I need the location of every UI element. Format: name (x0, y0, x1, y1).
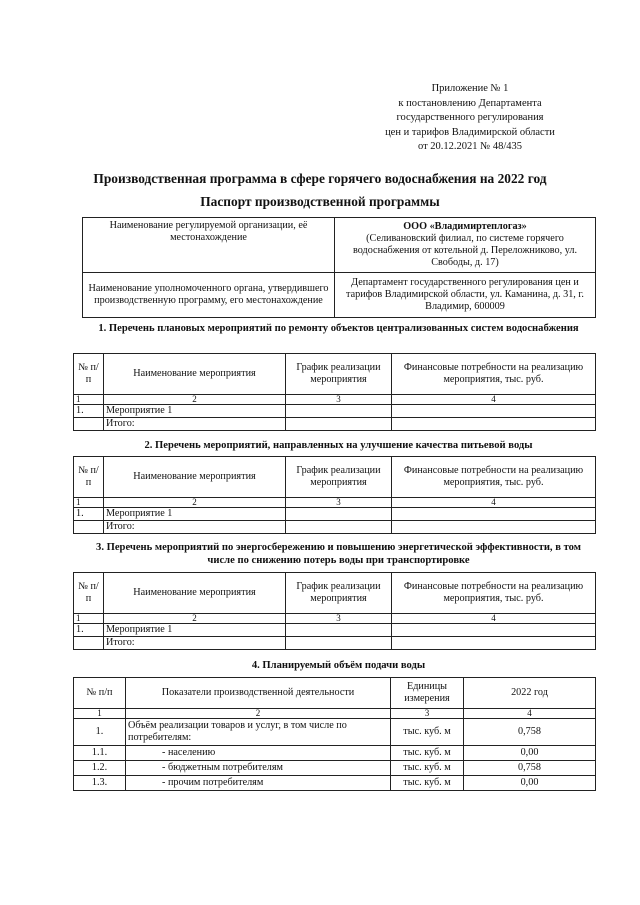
row-schedule (286, 405, 392, 418)
row-unit: тыс. куб. м (391, 719, 464, 746)
total-label: Итого: (104, 418, 286, 431)
row-unit: тыс. куб. м (391, 761, 464, 776)
column-number-row (74, 709, 596, 719)
header-cell: № п/п (74, 457, 104, 498)
appendix-line: к постановлению Департамента (398, 97, 542, 109)
column-number: 3 (286, 614, 392, 624)
column-number-row (74, 498, 596, 508)
section-2-title: 2. Перечень мероприятий, направленных на улучшение качества питьевой воды (144, 440, 533, 451)
header-cell: № п/п (74, 354, 104, 395)
table-row (74, 508, 596, 521)
row-indicator: - населению (126, 746, 391, 761)
header-cell: Финансовые потребности на реализацию мероприятия, тыс. руб. (392, 354, 596, 395)
column-number: 3 (286, 498, 392, 508)
appendix-line: цен и тарифов Владимирской области (385, 126, 555, 138)
row-number: 1. (74, 508, 104, 521)
row-number: 1.3. (74, 776, 126, 791)
document-subtitle: Паспорт производственной программы (200, 194, 440, 209)
header-cell: Единицы измерения (391, 678, 464, 709)
column-number: 1 (74, 498, 104, 508)
row-name: Мероприятие 1 (104, 405, 286, 418)
column-number-row (74, 395, 596, 405)
row-number: 1. (74, 719, 126, 746)
table-header-row (74, 678, 596, 709)
total-row (74, 418, 596, 431)
authority-label: Наименование уполномоченного органа, утвердившего производственную программу, его местонахождение (83, 273, 335, 318)
row-finance (392, 508, 596, 521)
table-header-row (74, 457, 596, 498)
header-cell: Наименование мероприятия (104, 354, 286, 395)
total-number (74, 521, 104, 534)
authority-value: Департамент государственного регулирования цен и тарифов Владимирской области, ул. Каманина, д. 31, г. Владимир, 600009 (335, 273, 596, 318)
table-row (74, 776, 596, 791)
appendix-line: Приложение № 1 (431, 83, 509, 94)
row-schedule (286, 624, 392, 637)
column-number: 3 (286, 395, 392, 405)
total-number (74, 418, 104, 431)
row-number: 1. (74, 405, 104, 418)
column-number: 4 (392, 498, 596, 508)
column-number: 2 (104, 395, 286, 405)
row-schedule (286, 508, 392, 521)
table-row (74, 746, 596, 761)
column-number-row (74, 614, 596, 624)
table-row (74, 624, 596, 637)
org-label: Наименование регулируемой организации, её местонахождение (83, 218, 335, 273)
column-number: 1 (74, 395, 104, 405)
total-schedule (286, 418, 392, 431)
total-finance (392, 418, 596, 431)
header-cell: 2022 год (464, 678, 596, 709)
table-row (74, 719, 596, 746)
total-label: Итого: (104, 637, 286, 650)
header-cell: График реализации мероприятия (286, 573, 392, 614)
row-name: Мероприятие 1 (104, 624, 286, 637)
row-unit: тыс. куб. м (391, 776, 464, 791)
passport-row-organization (83, 218, 596, 273)
section-4-title: 4. Планируемый объём подачи воды (251, 660, 426, 671)
column-number: 3 (391, 709, 464, 719)
total-schedule (286, 637, 392, 650)
row-unit: тыс. куб. м (391, 746, 464, 761)
table-row (74, 761, 596, 776)
table-row (74, 405, 596, 418)
header-cell: Финансовые потребности на реализацию мероприятия, тыс. руб. (392, 573, 596, 614)
row-finance (392, 624, 596, 637)
header-cell: График реализации мероприятия (286, 457, 392, 498)
row-number: 1. (74, 624, 104, 637)
document-title: Производственная программа в сфере горячего водоснабжения на 2022 год (93, 171, 547, 186)
volume-table (73, 677, 596, 791)
passport-row-authority (83, 273, 596, 318)
appendix-line: от 20.12.2021 № 48/435 (417, 141, 522, 153)
total-row (74, 521, 596, 534)
header-cell: № п/п (74, 678, 126, 709)
row-indicator: - бюджетным потребителям (126, 761, 391, 776)
header-cell: Показатели производственной деятельности (126, 678, 391, 709)
column-number: 4 (392, 614, 596, 624)
row-finance (392, 405, 596, 418)
total-number (74, 637, 104, 650)
row-number: 1.1. (74, 746, 126, 761)
row-value: 0,00 (464, 776, 596, 791)
table-header-row (74, 354, 596, 395)
header-cell: Финансовые потребности на реализацию мероприятия, тыс. руб. (392, 457, 596, 498)
org-cell (335, 218, 596, 273)
section-3-table (73, 572, 596, 650)
section-1-table (73, 353, 596, 431)
section-1-title: 1. Перечень плановых мероприятий по ремонту объектов централизованных систем водоснабжения (98, 323, 579, 334)
total-finance (392, 521, 596, 534)
row-value: 0,00 (464, 746, 596, 761)
passport-table (82, 217, 596, 318)
org-name: ООО «Владимиртеплогаз» (403, 221, 527, 232)
table-header-row (74, 573, 596, 614)
org-details: (Селивановский филиал, по системе горячего водоснабжения от котельной д. Переложниково, ул. Свободы, д. 17) (352, 233, 578, 268)
row-indicator: - прочим потребителям (126, 776, 391, 791)
total-row (74, 637, 596, 650)
total-label: Итого: (104, 521, 286, 534)
appendix-note (340, 82, 600, 155)
column-number: 2 (104, 498, 286, 508)
total-schedule (286, 521, 392, 534)
row-value: 0,758 (464, 761, 596, 776)
total-finance (392, 637, 596, 650)
row-indicator: Объём реализации товаров и услуг, в том числе по потребителям: (126, 719, 391, 746)
section-3-title: 3. Перечень мероприятий по энергосбережению и повышению энергетической эффективности, в том числе по снижению потерь воды при транспортировке (96, 542, 581, 566)
section-2-table (73, 456, 596, 534)
appendix-line: государственного регулирования (396, 112, 544, 124)
column-number: 2 (104, 614, 286, 624)
header-cell: Наименование мероприятия (104, 573, 286, 614)
column-number: 2 (126, 709, 391, 719)
header-cell: Наименование мероприятия (104, 457, 286, 498)
row-name: Мероприятие 1 (104, 508, 286, 521)
column-number: 4 (464, 709, 596, 719)
row-number: 1.2. (74, 761, 126, 776)
row-value: 0,758 (464, 719, 596, 746)
header-cell: График реализации мероприятия (286, 354, 392, 395)
column-number: 1 (74, 614, 104, 624)
header-cell: № п/п (74, 573, 104, 614)
column-number: 4 (392, 395, 596, 405)
column-number: 1 (74, 709, 126, 719)
